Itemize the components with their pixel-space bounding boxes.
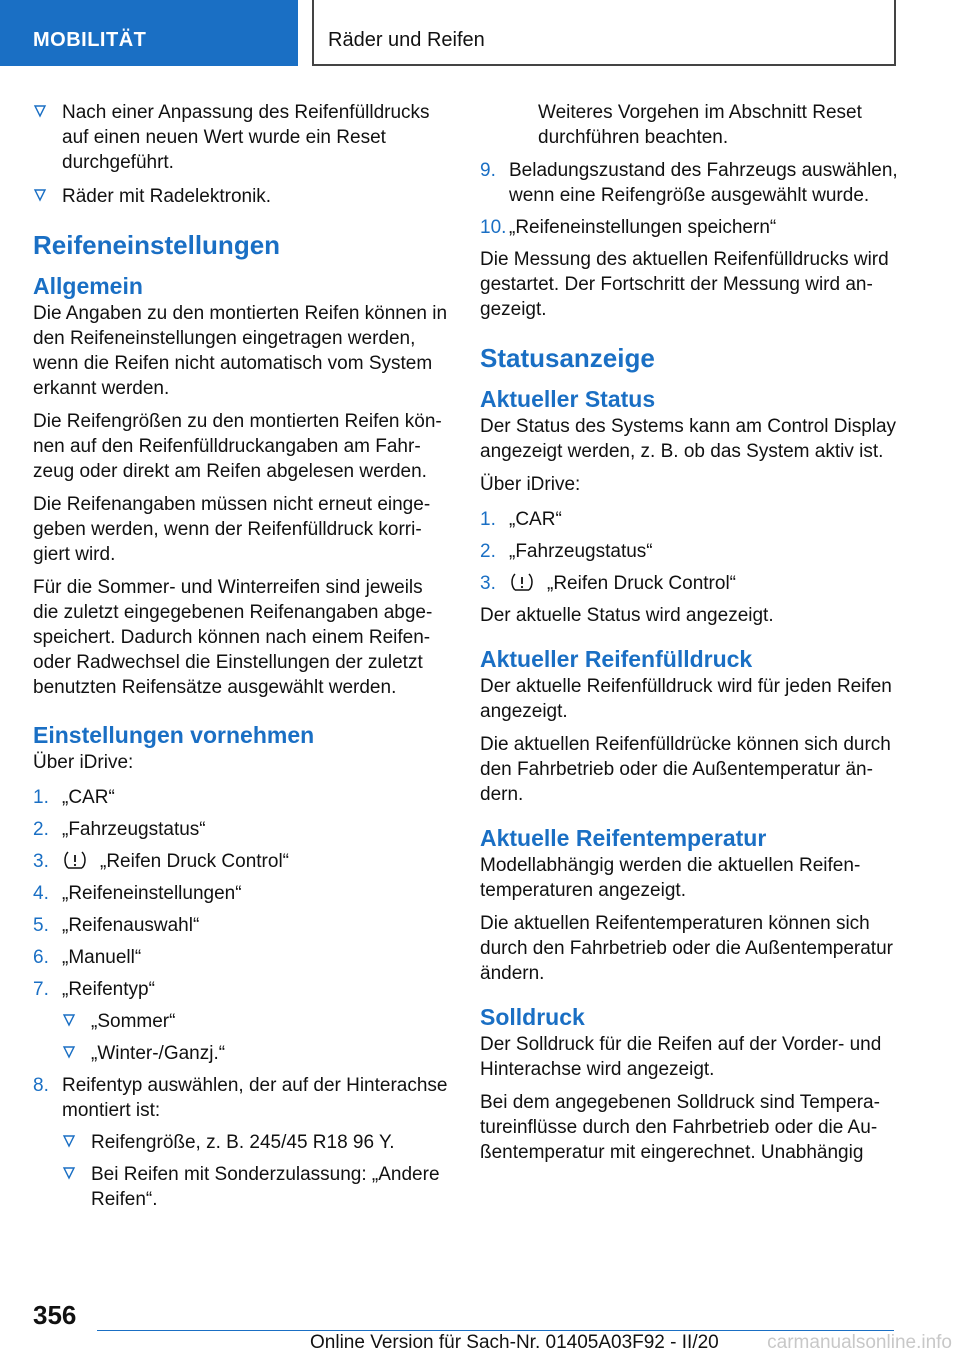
paragraph: Der Status des Systems kann am Control Display angezeigt werden, z. B. ob das System aktiv ist.	[480, 416, 897, 462]
list-item: 6. „Manuell“	[33, 947, 142, 968]
triangle-bullet-icon	[33, 103, 51, 121]
list-item: 3. „Reifen Druck Control“	[33, 851, 289, 872]
list-item: „Sommer“	[62, 1009, 448, 1034]
list-item: 10. „Reifeneinstellungen speichern“	[480, 217, 777, 238]
list-item: Nach einer Anpassung des Reifenfülldrucks auf einen neuen Wert wurde ein Reset durchgeführt.	[33, 100, 448, 175]
left-column	[33, 100, 448, 1219]
list-item: Reifengröße, z. B. 245/45 R18 96 Y.	[62, 1130, 448, 1155]
list-item: 4. „Reifeneinstellungen“	[33, 883, 242, 904]
triangle-bullet-icon	[62, 1165, 80, 1183]
triangle-bullet-icon	[33, 187, 51, 205]
right-column	[480, 100, 900, 1173]
list-item: Bei Reifen mit Sonderzulassung: „Andere Reifen“.	[62, 1162, 448, 1212]
heading-einstellungen: Einstellungen vornehmen	[33, 722, 315, 748]
page-header	[0, 0, 960, 66]
chapter-title: Räder und Reifen	[312, 0, 896, 66]
paragraph: Über iDrive:	[480, 474, 581, 495]
heading-solldruck: Solldruck	[480, 1004, 585, 1030]
paragraph: Die aktuellen Reifenfülldrücke können sich durch den Fahrbetrieb oder die Außentemperatur ändern.	[480, 734, 891, 805]
tire-pressure-warning-icon	[62, 850, 88, 870]
list-item: 2. „Fahrzeugstatus“	[480, 541, 653, 562]
heading-allgemein: Allgemein	[33, 273, 143, 299]
paragraph: Modellabhängig werden die aktuellen Reifentemperaturen angezeigt.	[480, 855, 861, 901]
paragraph: Weiteres Vorgehen im Abschnitt Reset durchführen beachten.	[538, 102, 862, 148]
list-item: Räder mit Radelektronik.	[33, 184, 448, 209]
paragraph: Die Angaben zu den montierten Reifen können in den Reifeneinstellungen eingetragen werden, wenn die Reifen nicht automatisch vom System erkannt werden.	[33, 303, 448, 399]
list-item: „Winter-/Ganzj.“	[62, 1041, 448, 1066]
paragraph: Der Solldruck für die Reifen auf der Vorder- und Hinterachse wird angezeigt.	[480, 1034, 882, 1080]
heading-fuelldruck: Aktueller Reifenfülldruck	[480, 646, 753, 672]
list-item: 5. „Reifenauswahl“	[33, 915, 200, 936]
list-item: 3. „Reifen Druck Control“	[480, 573, 736, 594]
heading-statusanzeige: Statusanzeige	[480, 343, 655, 373]
list-item: 7. „Reifentyp“	[33, 979, 155, 1000]
list-item: 8. Reifentyp auswählen, der auf der Hinterachse montiert ist:	[33, 1075, 448, 1121]
triangle-bullet-icon	[62, 1133, 80, 1151]
paragraph: Die Reifenangaben müssen nicht erneut eingegeben werden, wenn der Reifenfülldruck korrigiert wird.	[33, 494, 431, 565]
tire-pressure-warning-icon	[509, 572, 535, 592]
paragraph: Bei dem angegebenen Solldruck sind Temperatureinflüsse durch den Fahrbetrieb oder die Außentemperatur mit eingerechnet. Unabhängig	[480, 1092, 880, 1163]
heading-reifeneinstellungen: Reifeneinstellungen	[33, 230, 281, 260]
watermark: carmanualsonline.info	[767, 1332, 952, 1353]
paragraph: Über iDrive:	[33, 752, 134, 773]
triangle-bullet-icon	[62, 1012, 80, 1030]
list-item: 9. Beladungszustand des Fahrzeugs auswählen, wenn eine Reifengröße ausgewählt wurde.	[480, 160, 898, 206]
heading-temperatur: Aktuelle Reifentemperatur	[480, 825, 767, 851]
list-item: 1. „CAR“	[33, 787, 115, 808]
triangle-bullet-icon	[62, 1044, 80, 1062]
page-number: 356	[33, 1300, 77, 1330]
paragraph: Die Messung des aktuellen Reifenfülldrucks wird gestartet. Der Fortschritt der Messung wird angezeigt.	[480, 249, 889, 320]
footer-online-version: Online Version für Sach-Nr. 01405A03F92 - II/20	[310, 1332, 719, 1353]
footer-divider	[97, 1330, 894, 1331]
paragraph: Für die Sommer- und Winterreifen sind jeweils die zuletzt eingegebenen Reifenangaben abgespeichert. Dadurch können nach einem Reifen- oder Radwechsel die Einstellungen der zuletzt benutzten Reifensätze ausgewählt werden.	[33, 577, 433, 698]
paragraph: Die aktuellen Reifentemperaturen können sich durch den Fahrbetrieb oder die Außentemperatur ändern.	[480, 913, 893, 984]
paragraph: Der aktuelle Status wird angezeigt.	[480, 605, 774, 626]
paragraph: Der aktuelle Reifenfülldruck wird für jeden Reifen angezeigt.	[480, 676, 892, 722]
heading-aktueller-status: Aktueller Status	[480, 386, 656, 412]
list-item: 2. „Fahrzeugstatus“	[33, 819, 206, 840]
list-item: 1. „CAR“	[480, 509, 562, 530]
section-tab: MOBILITÄT	[0, 0, 298, 66]
paragraph: Die Reifengrößen zu den montierten Reifen können auf den Reifenfülldruckangaben am Fahrzeug oder direkt am Reifen abgelesen werden.	[33, 411, 442, 482]
